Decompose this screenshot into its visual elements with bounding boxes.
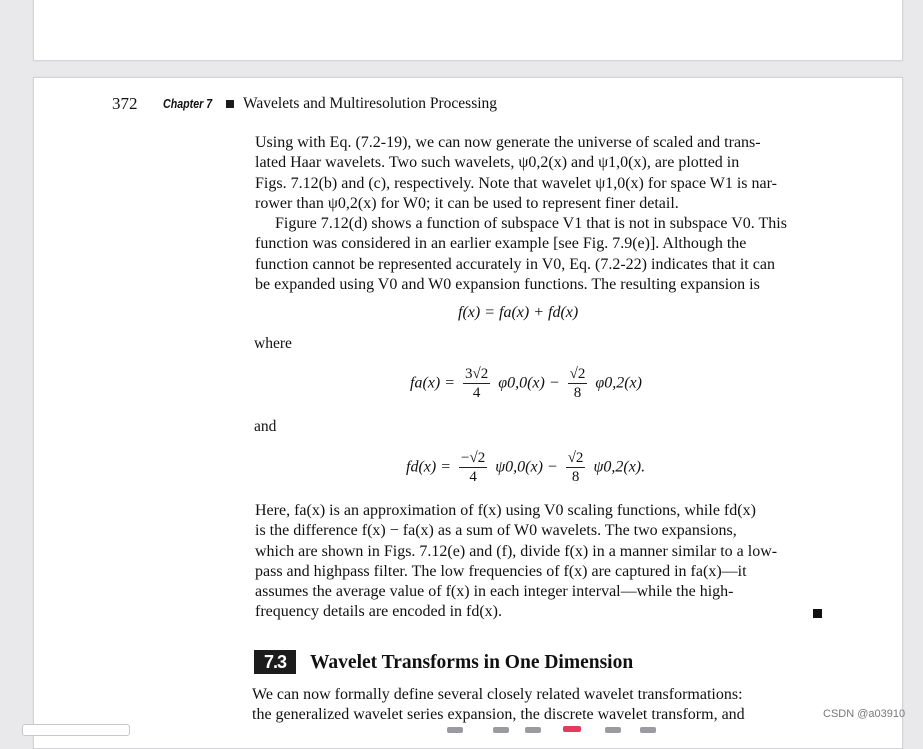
bottom-toolbar-field[interactable]: [22, 724, 130, 736]
text-line: function cannot be represented accurately in V0, Eq. (7.2-22) indicates that it can: [255, 255, 775, 273]
text-line: assumes the average value of f(x) in each integer interval—while the high-: [255, 583, 734, 601]
fraction-numerator: √2: [569, 366, 586, 382]
text-line: Figs. 7.12(b) and (c), respectively. Note that wavelet ψ1,0(x) for space W1 is nar-: [255, 174, 777, 192]
eq-term: φ0,2(x): [595, 374, 642, 392]
text-line: Using with Eq. (7.2-19), we can now generate the universe of scaled and trans-: [255, 134, 761, 151]
fraction: [459, 450, 487, 486]
text-line: Figure 7.12(d) shows a function of subspace V1 that is not in subspace V0. This: [275, 215, 787, 233]
eq-term: ψ0,2(x).: [593, 458, 646, 476]
watermark: CSDN @a03910: [823, 708, 906, 720]
text-line: the generalized wavelet series expansion, the discrete wavelet transform, and: [252, 706, 745, 724]
eq-term: ψ0,0(x) −: [495, 458, 558, 476]
toolbar-icon[interactable]: [447, 727, 463, 733]
fraction: [566, 450, 586, 486]
equation-approximation: [410, 366, 642, 402]
fraction-denominator: 4: [472, 385, 481, 401]
text-line: be expanded using V0 and W0 expansion functions. The resulting expansion is: [255, 276, 760, 294]
fraction-denominator: 8: [571, 469, 580, 485]
fraction-numerator: −√2: [461, 450, 486, 466]
text-line: We can now formally define several closely related wavelet transformations:: [252, 686, 743, 703]
end-of-proof-square-icon: [813, 609, 822, 618]
fraction-denominator: 4: [469, 469, 477, 485]
chapter-title: Wavelets and Multiresolution Processing: [243, 95, 498, 112]
section-title: Wavelet Transforms in One Dimension: [310, 652, 634, 673]
paragraph-3: [252, 685, 827, 726]
text-line: rower than ψ0,2(x) for W0; it can be used to represent finer detail.: [255, 194, 679, 212]
text-line: which are shown in Figs. 7.12(e) and (f), divide f(x) in a manner similar to a low-: [255, 542, 778, 560]
and-label: and: [254, 418, 277, 435]
toolbar-red-icon[interactable]: [563, 726, 581, 732]
text-line: is the difference f(x) − fa(x) as a sum of W0 wavelets. The two expansions,: [255, 522, 737, 540]
equation-detail: [406, 450, 645, 486]
header-square-icon: [226, 100, 234, 108]
text-line: frequency details are encoded in fd(x).: [255, 603, 502, 621]
text-line: Here, fa(x) is an approximation of f(x) using V0 scaling functions, while fd(x): [255, 502, 756, 519]
toolbar-icon[interactable]: [493, 727, 509, 733]
section-number-badge: 7.3: [254, 650, 296, 674]
page-number: 372: [112, 94, 138, 113]
toolbar-icon[interactable]: [605, 727, 621, 733]
toolbar-icon[interactable]: [525, 727, 541, 733]
text-line: function was considered in an earlier example [see Fig. 7.9(e)]. Although the: [255, 235, 747, 253]
fraction: [463, 366, 490, 402]
text-line: lated Haar wavelets. Two such wavelets, ψ0,2(x) and ψ1,0(x), are plotted in: [255, 154, 740, 172]
where-label: where: [254, 335, 292, 352]
fraction-numerator: √2: [567, 450, 584, 466]
eq-lhs: fa(x) =: [410, 374, 455, 392]
fraction: [568, 366, 588, 402]
eq-lhs: fd(x) =: [406, 458, 451, 476]
fraction-denominator: 8: [573, 385, 582, 401]
toolbar-icon[interactable]: [640, 727, 656, 733]
paragraph-2: [255, 501, 828, 623]
chapter-label: Chapter 7: [163, 96, 213, 111]
eq-term: φ0,0(x) −: [498, 374, 560, 392]
fraction-numerator: 3√2: [465, 366, 489, 382]
text-line: pass and highpass filter. The low frequencies of f(x) are captured in fa(x)—it: [255, 562, 747, 580]
paragraph-1: [255, 133, 828, 295]
previous-page: [33, 0, 903, 61]
equation-expansion: f(x) = fa(x) + fd(x): [458, 304, 579, 321]
